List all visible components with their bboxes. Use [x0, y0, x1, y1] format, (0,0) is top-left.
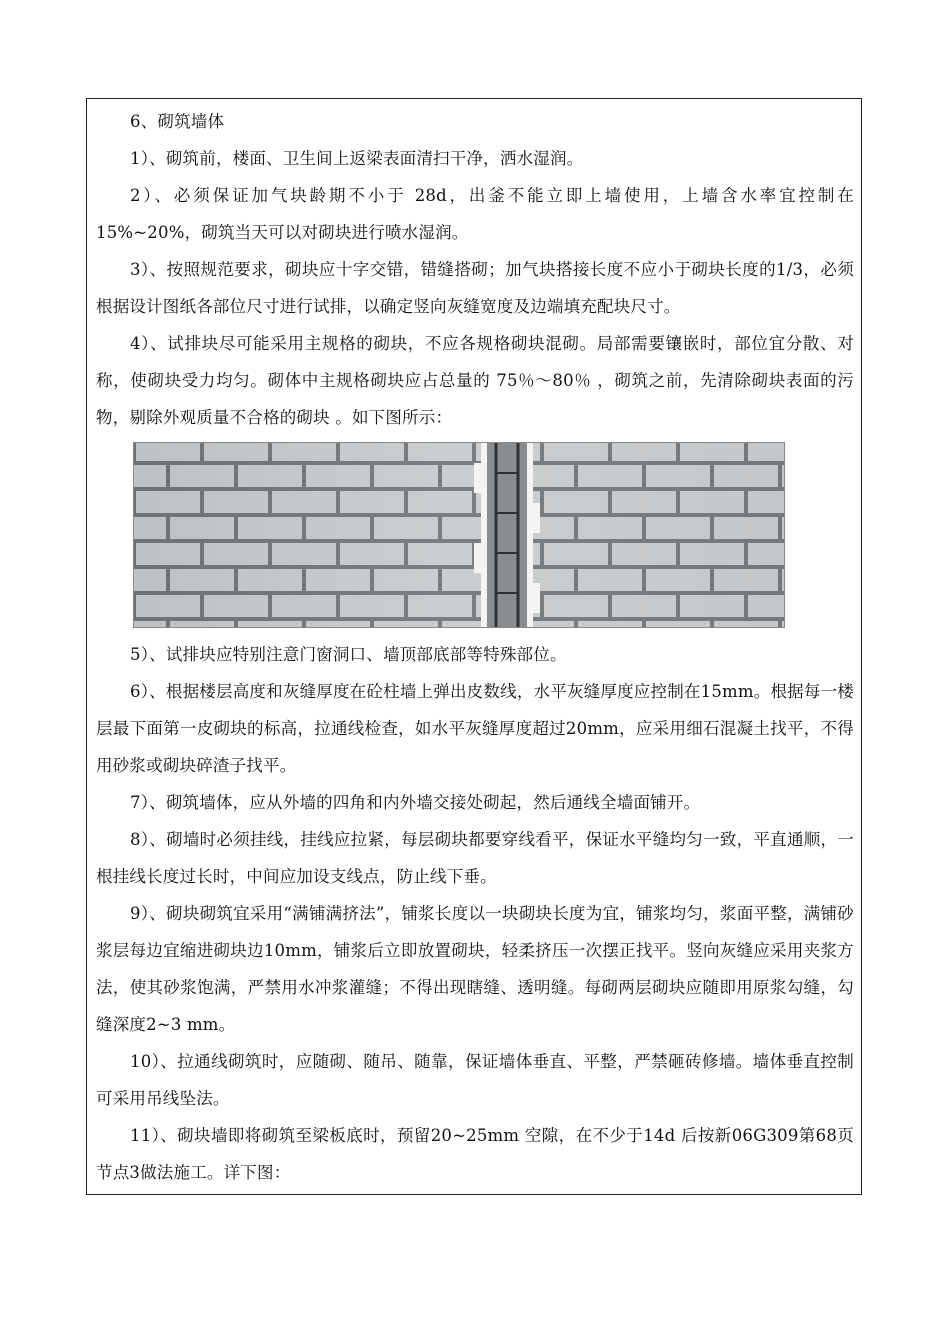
item-6: 6）、根据楼层高度和灰缝厚度在砼柱墙上弹出皮数线，水平灰缝厚度应控制在15mm。根据每一楼层最下面第一皮砌块的标高，拉通线检查，如水平灰缝厚度超过20mm，应采用细石混凝土找平，不得用砂浆或砌块碎渣子找平。: [96, 682, 854, 775]
document-content: [96, 103, 854, 1191]
item-7: 7）、砌筑墙体，应从外墙的四角和内外墙交接处砌起，然后通线全墙面铺开。: [130, 793, 701, 812]
item-2: 2）、必须保证加气块龄期不小于 28d，出釜不能立即上墙使用，上墙含水率宜控制在15%~20%，砌筑当天可以对砌块进行喷水湿润。: [96, 186, 854, 242]
section-heading: 6、砌筑墙体: [130, 112, 225, 131]
item-11: 11）、砌块墙即将砌筑至梁板底时，预留20~25mm 空隙，在不少于14d 后按新06G309第68页节点3做法施工。详下图：: [96, 1126, 854, 1182]
item-5: 5）、试排块应特别注意门窗洞口、墙顶部底部等特殊部位。: [130, 645, 567, 664]
item-8: 8）、砌墙时必须挂线，挂线应拉紧，每层砌块都要穿线看平，保证水平缝均匀一致，平直通顺，一根挂线长度过长时，中间应加设支线点，防止线下垂。: [96, 830, 854, 886]
item-3: 3）、按照规范要求，砌块应十字交错，错缝搭砌；加气块搭接长度不应小于砌块长度的1/3，必须根据设计图纸各部位尺寸进行试排，以确定竖向灰缝宽度及边端填充配块尺寸。: [96, 260, 854, 316]
brick-wall-photo-icon: [133, 442, 785, 628]
item-1: 1）、砌筑前，楼面、卫生间上返梁表面清扫干净，洒水湿润。: [130, 149, 584, 168]
item-10: 10）、拉通线砌筑时，应随砌、随吊、随靠，保证墙体垂直、平整，严禁砸砖修墙。墙体垂直控制可采用吊线坠法。: [96, 1052, 854, 1108]
item-4: 4）、试排块尽可能采用主规格的砌块，不应各规格砌块混砌。局部需要镶嵌时，部位宜分散、对称，使砌块受力均匀。砌体中主规格砌块应占总量的 75％～80％ ，砌筑之前，先清除砌块表面的污物，剔除外观质量不合格的砌块 。如下图所示：: [96, 334, 854, 427]
item-9: 9）、砌块砌筑宜采用“满铺满挤法”，铺浆长度以一块砌块长度为宜，铺浆均匀，浆面平整，满铺砂浆层每边宜缩进砌块边10mm，铺浆后立即放置砌块，轻柔挤压一次摆正找平。竖向灰缝应采用夹浆方法，使其砂浆饱满，严禁用水冲浆灌缝；不得出现瞎缝、透明缝。每砌两层砌块应随即用原浆勾缝，勾缝深度2~3 mm。: [96, 904, 854, 1034]
